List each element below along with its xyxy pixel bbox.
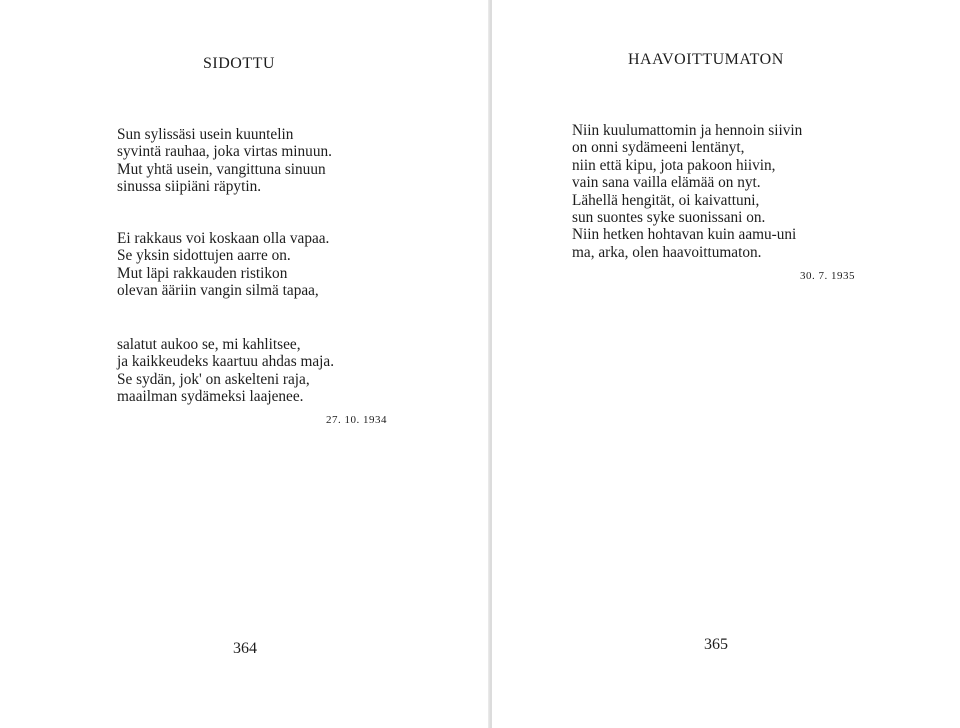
- poem-title-sidottu: SIDOTTU: [203, 55, 275, 72]
- verse-line: Mut läpi rakkauden ristikon: [117, 264, 288, 282]
- stanza-3: [117, 336, 334, 406]
- verse-line: Mut yhtä usein, vangittuna sinuun: [117, 160, 326, 178]
- page-number: 365: [704, 636, 728, 653]
- stanza-2: [117, 230, 329, 300]
- poem-title-haavoittumaton: HAAVOITTUMATON: [628, 51, 784, 68]
- verse-line: Sun sylissäsi usein kuuntelin: [117, 126, 294, 143]
- verse-line: ja kaikkeudeks kaartuu ahdas maja.: [117, 353, 335, 371]
- verse-line: salatut aukoo se, mi kahlitsee,: [117, 336, 301, 353]
- poem-date: 30. 7. 1935: [800, 270, 855, 282]
- verse-line: niin että kipu, jota pakoon hiivin,: [572, 156, 776, 174]
- verse-line: maailman sydämeksi laajenee.: [117, 388, 304, 406]
- verse-line: Niin hetken hohtavan kuin aamu-uni: [572, 226, 797, 244]
- poem-date: 27. 10. 1934: [326, 414, 387, 426]
- verse-line: vain sana vailla elämää on nyt.: [572, 174, 761, 192]
- verse-line: olevan ääriin vangin silmä tapaa,: [117, 282, 319, 300]
- verse-line: Lähellä hengität, oi kaivattuni,: [572, 191, 760, 209]
- verse-line: syvintä rauhaa, joka virtas minuun.: [117, 143, 332, 161]
- verse-line: Se sydän, jok' on askelteni raja,: [117, 370, 310, 388]
- verse-line: sinussa siipiäni räpytin.: [117, 178, 262, 196]
- verse-line: Se yksin sidottujen aarre on.: [117, 247, 291, 265]
- verse-line: Ei rakkaus voi koskaan olla vapaa.: [117, 230, 330, 247]
- right-page: [492, 0, 960, 728]
- stanza-1: [117, 126, 332, 196]
- stanza-1: [572, 122, 802, 261]
- verse-line: sun suontes syke suonissani on.: [572, 209, 766, 227]
- page-number: 364: [233, 640, 257, 657]
- verse-line: Niin kuulumattomin ja hennoin siivin: [572, 122, 803, 139]
- verse-line: ma, arka, olen haavoittumaton.: [572, 243, 762, 261]
- verse-line: on onni sydämeeni lentänyt,: [572, 139, 745, 157]
